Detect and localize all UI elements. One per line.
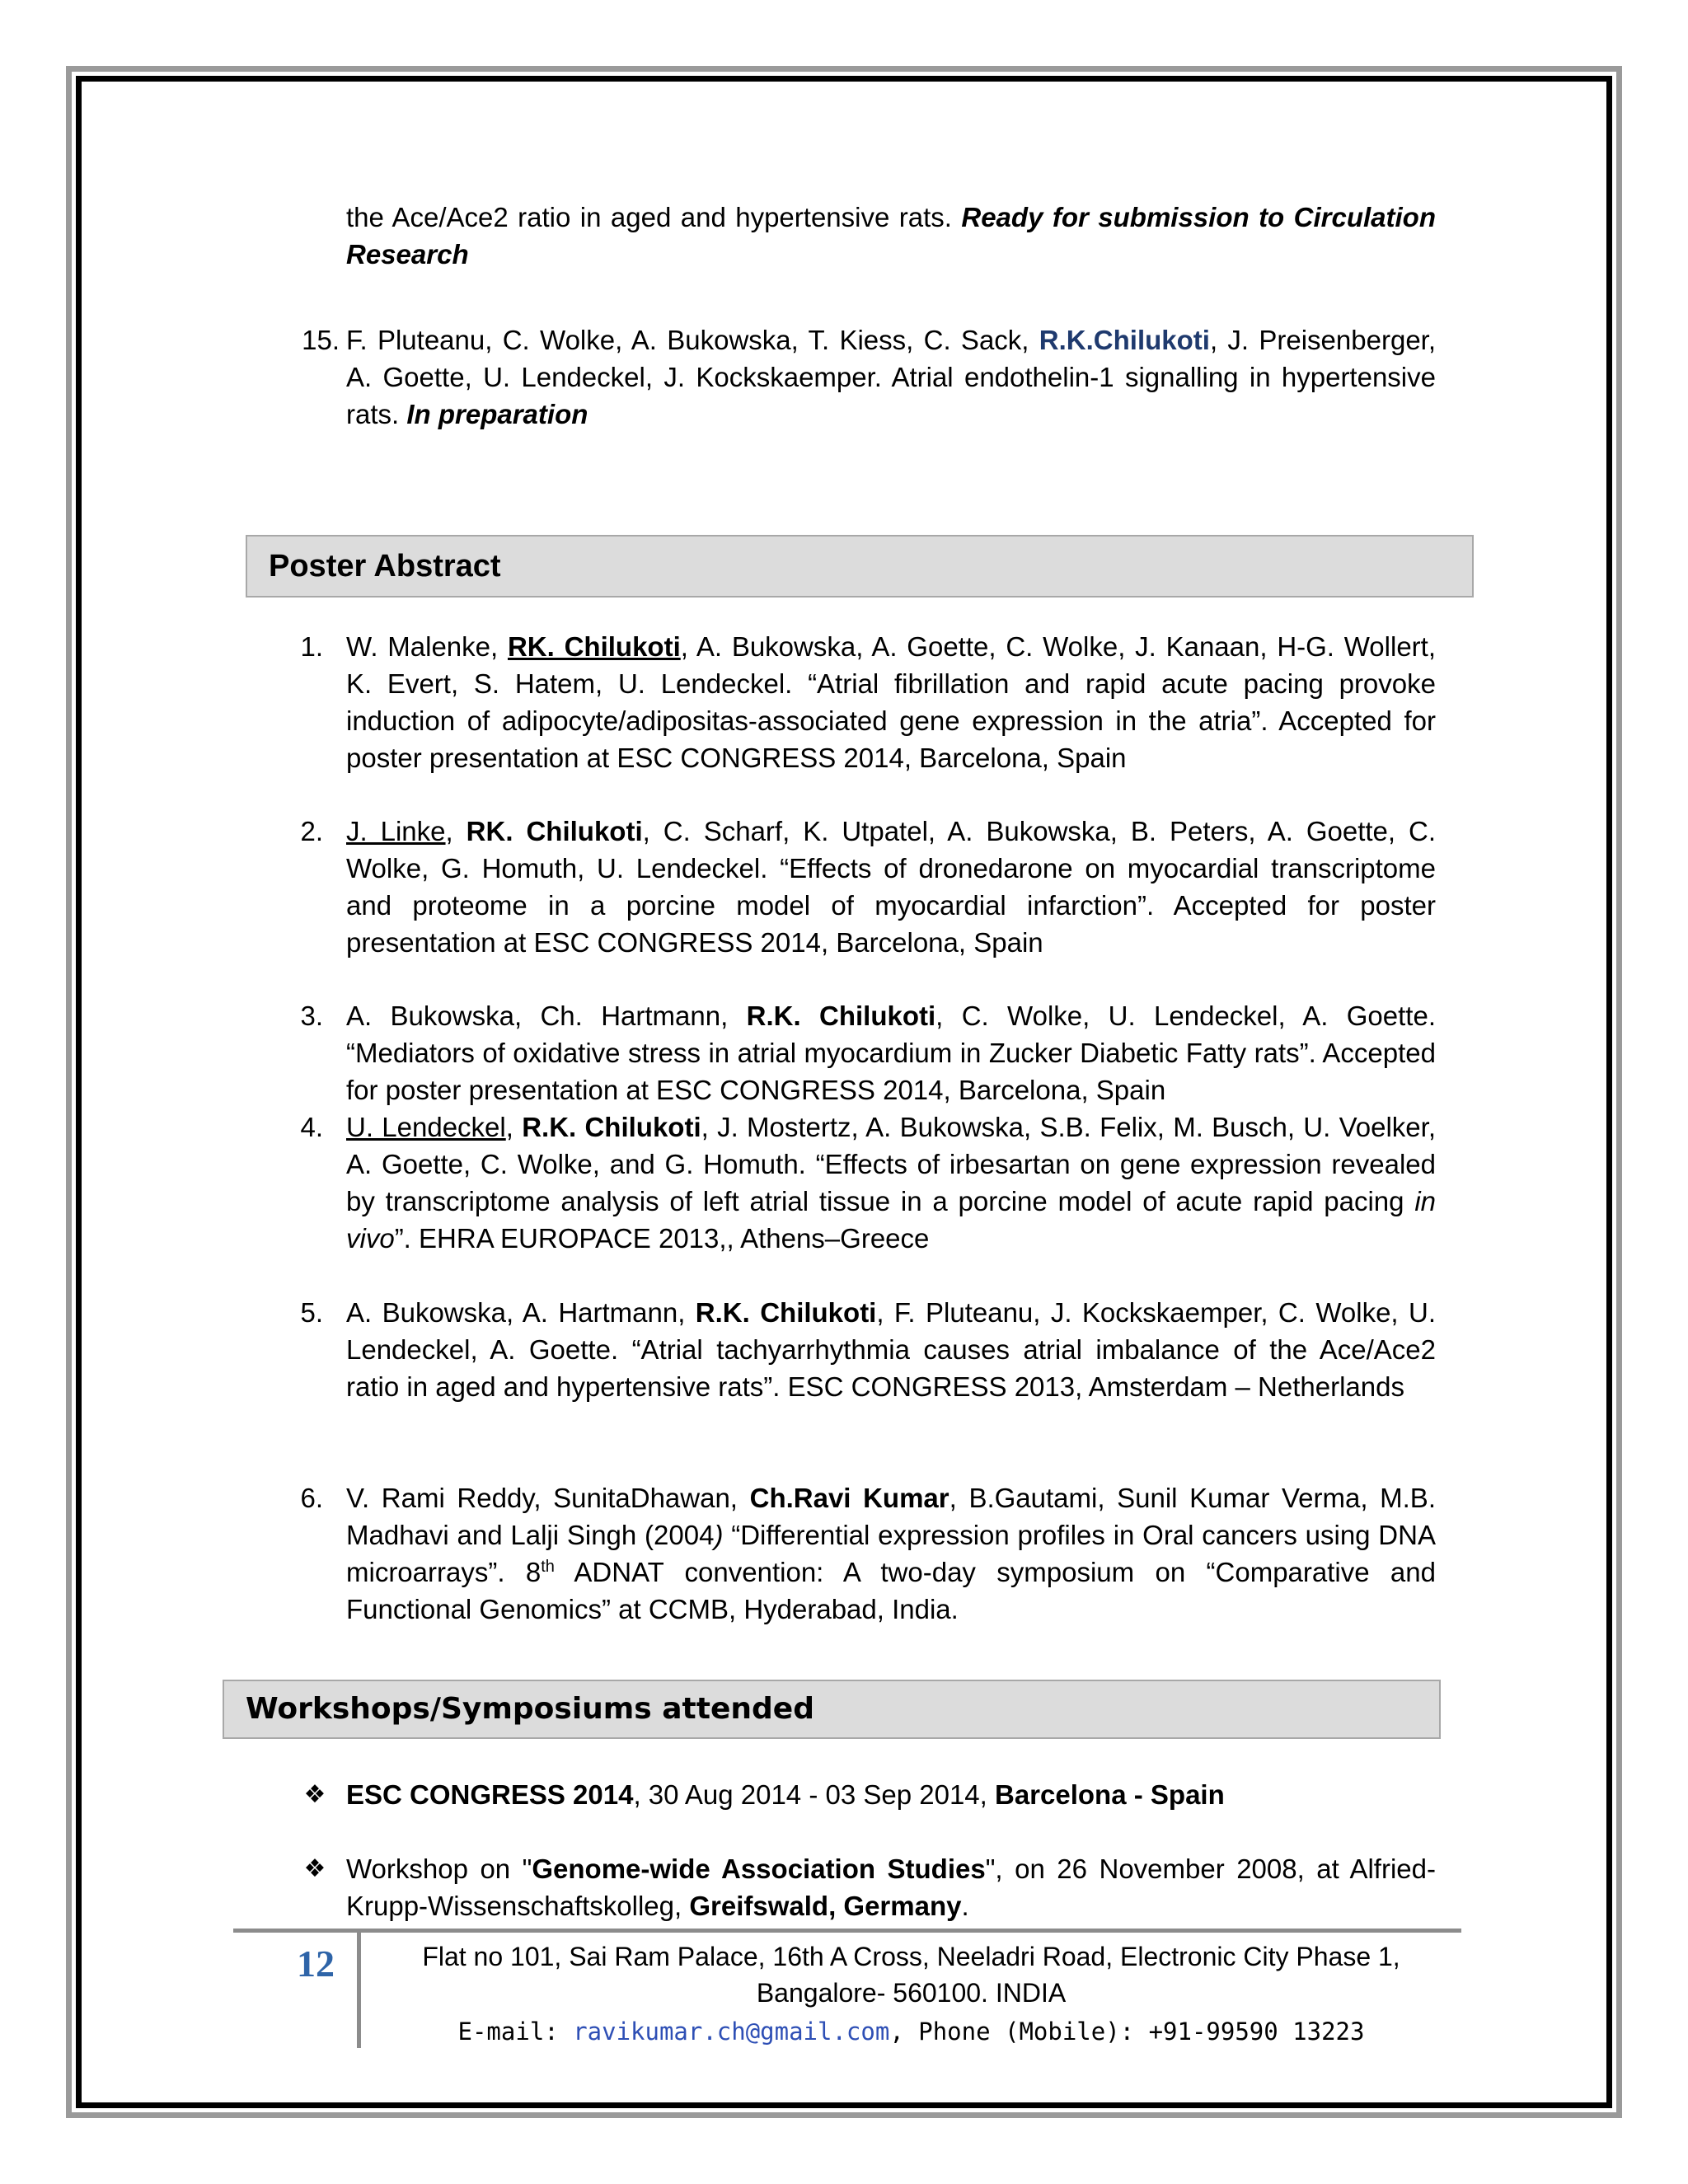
publication-15-status: In preparation bbox=[406, 399, 588, 429]
footer-contact: E-mail: ravikumar.ch@gmail.com, Phone (Mobile): +91-99590 13223 bbox=[457, 2018, 1365, 2046]
poster-item-6: V. Rami Reddy, SunitaDhawan, Ch.Ravi Kumar, B.Gautami, Sunil Kumar Verma, M.B. Madhavi and Lalji Singh (2004) “Differential expression profiles in Oral cancers using DNA microarrays”. 8th ADNAT convention: A two-day symposium on “Comparative and Functional Genomics” at CCMB, Hyderabad, India. bbox=[346, 1483, 1436, 1624]
section-header-poster-abstract: Poster Abstract bbox=[246, 535, 1474, 598]
workshop-item-1: ESC CONGRESS 2014, 30 Aug 2014 - 03 Sep 2014, Barcelona - Spain bbox=[346, 1779, 1225, 1810]
poster-1-number: 1. bbox=[300, 631, 323, 662]
publication-15: F. Pluteanu, C. Wolke, A. Bukowska, T. Kiess, C. Sack, R.K.Chilukoti, J. Preisenberger, A. Goette, U. Lendeckel, J. Kockskaemper. Atrial endothelin-1 signalling in hypertensive rats. In preparation bbox=[346, 325, 1437, 429]
poster-item-1: W. Malenke, RK. Chilukoti, A. Bukowska, A. Goette, C. Wolke, J. Kanaan, H-G. Wollert, K. Evert, S. Hatem, U. Lendeckel. “Atrial fibrillation and rapid acute pacing provoke induction of adipocyte/adipositas-associated gene expression in the atria”. Accepted for poster presentation at ESC CONGRESS 2014, Barcelona, Spain bbox=[346, 631, 1436, 773]
footer-rule bbox=[233, 1929, 1461, 1933]
publication-15-number: 15. bbox=[302, 325, 340, 355]
author-self: RK. Chilukoti bbox=[507, 631, 681, 662]
author-self: R.K. Chilukoti bbox=[522, 1112, 701, 1142]
footer-address-line-1: Flat no 101, Sai Ram Palace, 16th A Cross, Neeladri Road, Electronic City Phase 1, bbox=[422, 1942, 1400, 1971]
poster-item-4: U. Lendeckel, R.K. Chilukoti, J. Mostertz, A. Bukowska, S.B. Felix, M. Busch, U. Voelker, A. Goette, C. Wolke, and G. Homuth. “Effects of irbesartan on gene expression revealed by transcriptome analysis of left atrial tissue in a porcine model of acute rapid pacing in vivo”. EHRA EUROPACE 2013,, Athens–Greece bbox=[346, 1112, 1436, 1254]
poster-6-number: 6. bbox=[300, 1483, 323, 1513]
publication-14-tail: the Ace/Ace2 ratio in aged and hypertensive rats. Ready for submission to Circulation Research bbox=[346, 202, 1436, 269]
author-self: RK. Chilukoti bbox=[466, 816, 643, 846]
poster-item-5: A. Bukowska, A. Hartmann, R.K. Chilukoti, F. Pluteanu, J. Kockskaemper, C. Wolke, U. Lendeckel, A. Goette. “Atrial tachyarrhythmia causes atrial imbalance of the Ace/Ace2 ratio in aged and hypertensive rats”. ESC CONGRESS 2013, Amsterdam – Netherlands bbox=[346, 1297, 1436, 1402]
author-self: Ch.Ravi Kumar bbox=[749, 1483, 950, 1513]
first-author: J. Linke bbox=[346, 816, 446, 846]
email-link[interactable]: ravikumar.ch@gmail.com bbox=[573, 2018, 890, 2046]
poster-4-number: 4. bbox=[300, 1112, 323, 1142]
diamond-bullet-icon: ❖ bbox=[303, 1781, 326, 1808]
poster-2-number: 2. bbox=[300, 816, 323, 846]
author-self: R.K.Chilukoti bbox=[1039, 325, 1210, 355]
author-self: R.K. Chilukoti bbox=[695, 1297, 877, 1328]
footer-address-line-2: Bangalore- 560100. INDIA bbox=[756, 1978, 1067, 2008]
poster-3-number: 3. bbox=[300, 1001, 323, 1031]
poster-5-number: 5. bbox=[300, 1297, 323, 1328]
first-author: U. Lendeckel bbox=[346, 1112, 506, 1142]
page-number: 12 bbox=[297, 1943, 335, 1985]
section-header-workshops: Workshops/Symposiums attended bbox=[223, 1680, 1441, 1739]
poster-item-2: J. Linke, RK. Chilukoti, C. Scharf, K. Utpatel, A. Bukowska, B. Peters, A. Goette, C. Wolke, G. Homuth, U. Lendeckel. “Effects of dronedarone on myocardial transcriptome and proteome in a porcine model of myocardial infarction”. Accepted for poster presentation at ESC CONGRESS 2014, Barcelona, Spain bbox=[346, 816, 1437, 958]
poster-item-3: A. Bukowska, Ch. Hartmann, R.K. Chilukoti, C. Wolke, U. Lendeckel, A. Goette. “Mediators of oxidative stress in atrial myocardium in Zucker Diabetic Fatty rats”. Accepted for poster presentation at ESC CONGRESS 2014, Barcelona, Spain bbox=[346, 1001, 1436, 1105]
workshop-item-2: Workshop on "Genome-wide Association Studies", on 26 November 2008, at Alfried-Krupp-Wissenschaftskolleg, Greifswald, Germany. bbox=[346, 1854, 1436, 1921]
diamond-bullet-icon: ❖ bbox=[303, 1855, 326, 1882]
publication-14-status: Ready for submission to Circulation Research bbox=[346, 202, 1436, 269]
author-self: R.K. Chilukoti bbox=[746, 1001, 936, 1031]
